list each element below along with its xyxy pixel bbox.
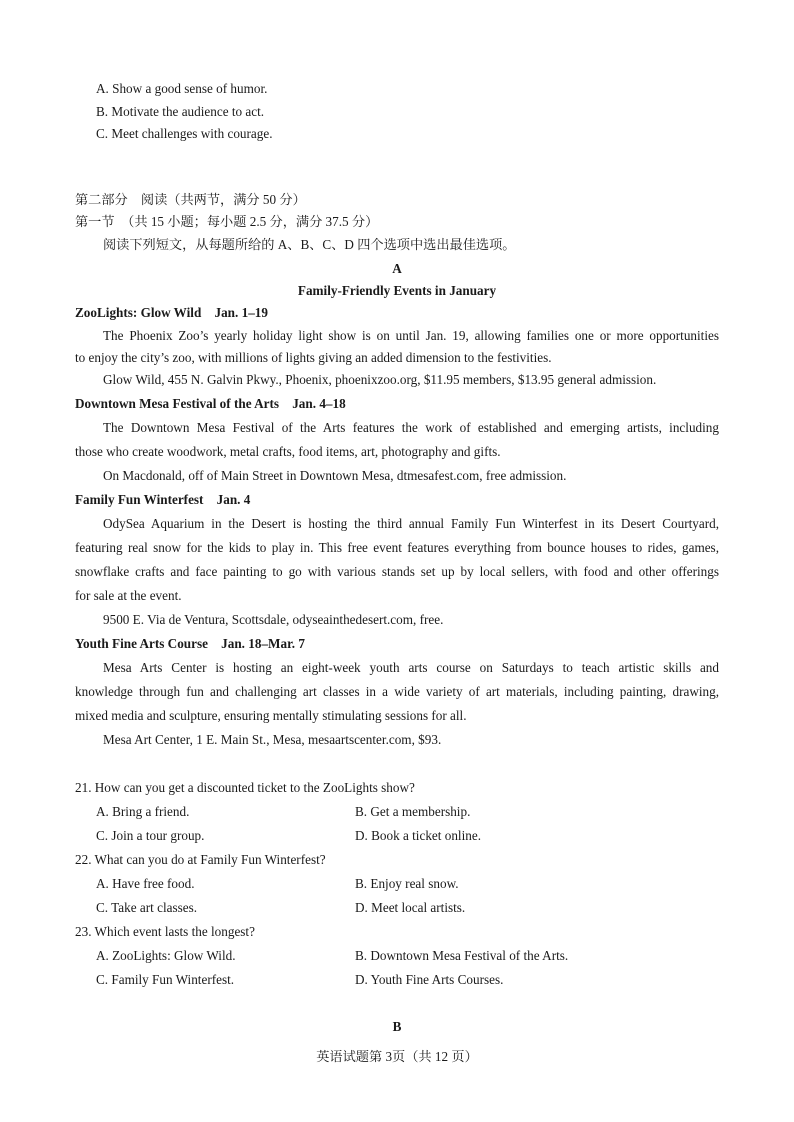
question-option: A. Bring a friend. bbox=[96, 804, 190, 819]
event-heading: Downtown Mesa Festival of the Arts Jan. 4–18 bbox=[75, 396, 346, 411]
option-line: C. Meet challenges with courage. bbox=[96, 126, 273, 141]
question-option: B. Downtown Mesa Festival of the Arts. bbox=[355, 948, 569, 963]
section-heading: 第一节 （共 15 小题；每小题 2.5 分，满分 37.5 分） bbox=[75, 214, 379, 229]
event-heading: ZooLights: Glow Wild Jan. 1–19 bbox=[75, 305, 268, 320]
passage-letter: A bbox=[392, 261, 402, 276]
question-stem: 22. What can you do at Family Fun Winterfest? bbox=[75, 852, 326, 867]
instruction-text: 阅读下列短文，从每题所给的 A、B、C、D 四个选项中选出最佳选项。 bbox=[103, 237, 516, 252]
event-text-line: snowflake crafts and face painting to go with various stands set up by local sellers, with food and other offerings bbox=[75, 564, 719, 579]
event-heading: Youth Fine Arts Course Jan. 18–Mar. 7 bbox=[75, 636, 305, 651]
question-option: B. Enjoy real snow. bbox=[355, 876, 459, 891]
question-option: D. Book a ticket online. bbox=[355, 828, 481, 843]
event-heading: Family Fun Winterfest Jan. 4 bbox=[75, 492, 251, 507]
event-text-line: those who create woodwork, metal crafts, food items, art, photography and gifts. bbox=[75, 444, 501, 459]
event-text-line: mixed media and sculpture, ensuring mentally stimulating sessions for all. bbox=[75, 708, 467, 723]
event-info: On Macdonald, off of Main Street in Downtown Mesa, dtmesafest.com, free admission. bbox=[103, 468, 567, 483]
question-option: D. Meet local artists. bbox=[355, 900, 466, 915]
question-stem: 23. Which event lasts the longest? bbox=[75, 924, 255, 939]
passage-title: Family-Friendly Events in January bbox=[297, 283, 497, 298]
event-text-line: knowledge through fun and challenging art classes in a wide variety of art materials, including painting, drawing, bbox=[75, 684, 719, 699]
event-text-line: OdySea Aquarium in the Desert is hosting the third annual Family Fun Winterfest in its Desert Courtyard, bbox=[103, 516, 719, 531]
option-line: B. Motivate the audience to act. bbox=[96, 104, 265, 119]
page-footer: 英语试题第 3页（共 12 页） bbox=[316, 1049, 478, 1064]
event-info: 9500 E. Via de Ventura, Scottsdale, odyseainthedesert.com, free. bbox=[103, 612, 444, 627]
question-option: A. ZooLights: Glow Wild. bbox=[96, 948, 236, 963]
question-option: C. Join a tour group. bbox=[96, 828, 205, 843]
event-text-line: for sale at the event. bbox=[75, 588, 182, 603]
question-option: A. Have free food. bbox=[96, 876, 195, 891]
event-text-line: The Downtown Mesa Festival of the Arts features the work of established and emerging artists, including bbox=[103, 420, 719, 435]
question-option: C. Take art classes. bbox=[96, 900, 198, 915]
question-option: B. Get a membership. bbox=[355, 804, 471, 819]
event-text-line: featuring real snow for the kids to play in. This free event features everything from bounce houses to rides, games, bbox=[75, 540, 719, 555]
event-info: Mesa Art Center, 1 E. Main St., Mesa, mesaartscenter.com, $93. bbox=[103, 732, 442, 747]
passage-letter: B bbox=[392, 1019, 402, 1034]
option-line: A. Show a good sense of humor. bbox=[96, 81, 268, 96]
event-text-line: to enjoy the city’s zoo, with millions of lights giving an added dimension to the festivities. bbox=[75, 350, 552, 365]
question-option: C. Family Fun Winterfest. bbox=[96, 972, 235, 987]
question-option: D. Youth Fine Arts Courses. bbox=[355, 972, 504, 987]
question-stem: 21. How can you get a discounted ticket to the ZooLights show? bbox=[75, 780, 415, 795]
part-heading: 第二部分 阅读（共两节，满分 50 分） bbox=[75, 192, 306, 207]
event-info: Glow Wild, 455 N. Galvin Pkwy., Phoenix, phoenixzoo.org, $11.95 members, $13.95 general admission. bbox=[103, 372, 657, 387]
event-text-line: The Phoenix Zoo’s yearly holiday light show is on until Jan. 19, allowing families one or more opportunities bbox=[103, 328, 719, 343]
event-text-line: Mesa Arts Center is hosting an eight-week youth arts course on Saturdays to teach artistic skills and bbox=[103, 660, 719, 675]
